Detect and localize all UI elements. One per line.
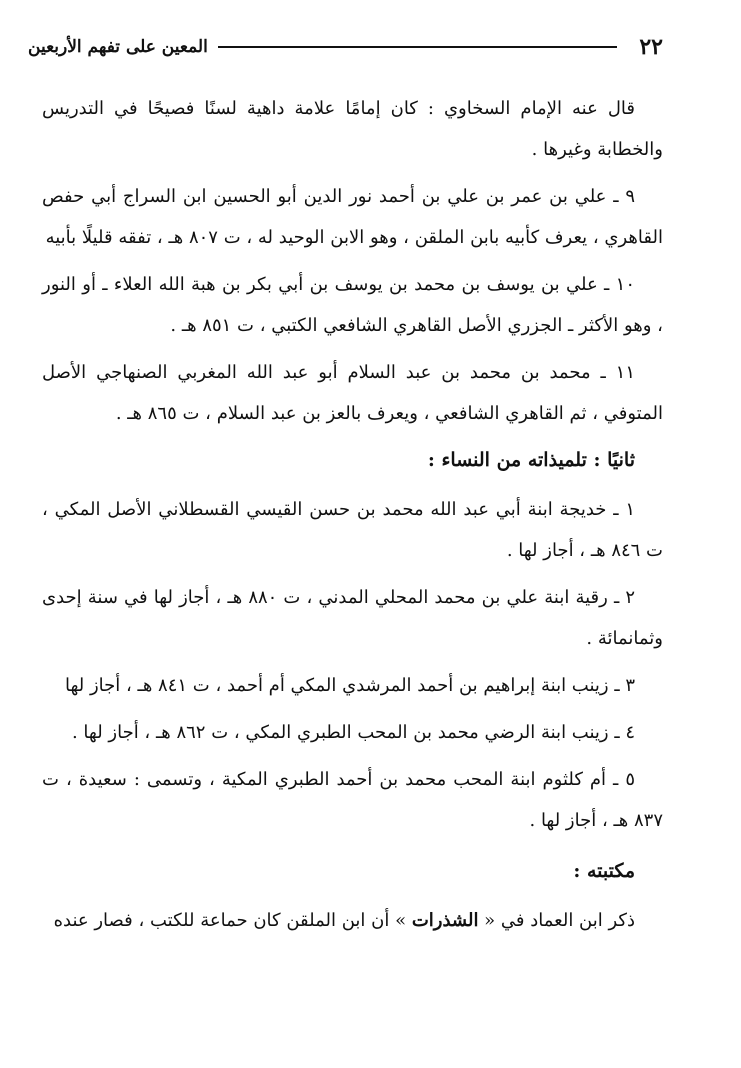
header-rule (218, 46, 618, 48)
woman-entry-1: ١ ـ خديجة ابنة أبي عبد الله محمد بن حسن القيسي القسطلاني الأصل المكي ، ت ٨٤٦ هـ ، أجاز لها . (42, 499, 663, 561)
page-header (28, 30, 663, 64)
library-paragraph (42, 900, 663, 941)
teacher-entry-11: ١١ ـ محمد بن محمد بن عبد السلام أبو عبد الله المغربي الصنهاجي الأصل المتوفي ، ثم القاهري الشافعي ، ويعرف بالعز بن عبد السلام ، ت ٨٦٥ هـ . (42, 362, 663, 424)
teacher-entry-10: ١٠ ـ علي بن يوسف بن محمد بن يوسف بن أبي بكر بن هبة الله العلاء ـ أو النور ، وهو الأكثر ـ الجزري الأصل القاهري الشافعي الكتبي ، ت ٨٥١ هـ . (42, 274, 663, 336)
page-body (42, 88, 663, 947)
women-students-heading: ثانيًا : تلميذاته من النساء : (427, 449, 635, 471)
library-text-after: » أن ابن الملقن كان حماعة للكتب ، فصار عنده (53, 910, 412, 931)
woman-entry-3: ٣ ـ زينب ابنة إبراهيم بن أحمد المرشدي المكي أم أحمد ، ت ٨٤١ هـ ، أجاز لها (65, 675, 635, 696)
woman-entry-2: ٢ ـ رقية ابنة علي بن محمد المحلي المدني ، ت ٨٨٠ هـ ، أجاز لها في سنة إحدى وثمانمائة . (42, 587, 663, 649)
page-number: ٢٢ (639, 34, 663, 60)
running-title: المعين على تفهم الأربعين (28, 37, 208, 57)
library-text-before: ذكر ابن العماد في « (478, 910, 635, 931)
woman-entry-5: ٥ ـ أم كلثوم ابنة المحب محمد بن أحمد الطبري المكية ، وتسمى : سعيدة ، ت ٨٣٧ هـ ، أجاز لها . (42, 769, 663, 831)
woman-entry-4: ٤ ـ زينب ابنة الرضي محمد بن المحب الطبري المكي ، ت ٨٦٢ هـ ، أجاز لها . (71, 722, 635, 743)
intro-paragraph: قال عنه الإمام السخاوي : كان إمامًا علامة داهية لسنًا فصيحًا في التدريس والخطابة وغيرها . (42, 98, 663, 160)
shadharat-book-title: الشذرات (411, 910, 479, 931)
teacher-entry-9: ٩ ـ علي بن عمر بن علي بن أحمد نور الدين أبو الحسين ابن السراج أبي حفص القاهري ، يعرف كأبيه بابن الملقن ، وهو الابن الوحيد له ، ت ٨٠٧ هـ ، تفقه قليلًا بأبيه (42, 186, 663, 248)
library-heading: مكتبته : (573, 860, 635, 882)
